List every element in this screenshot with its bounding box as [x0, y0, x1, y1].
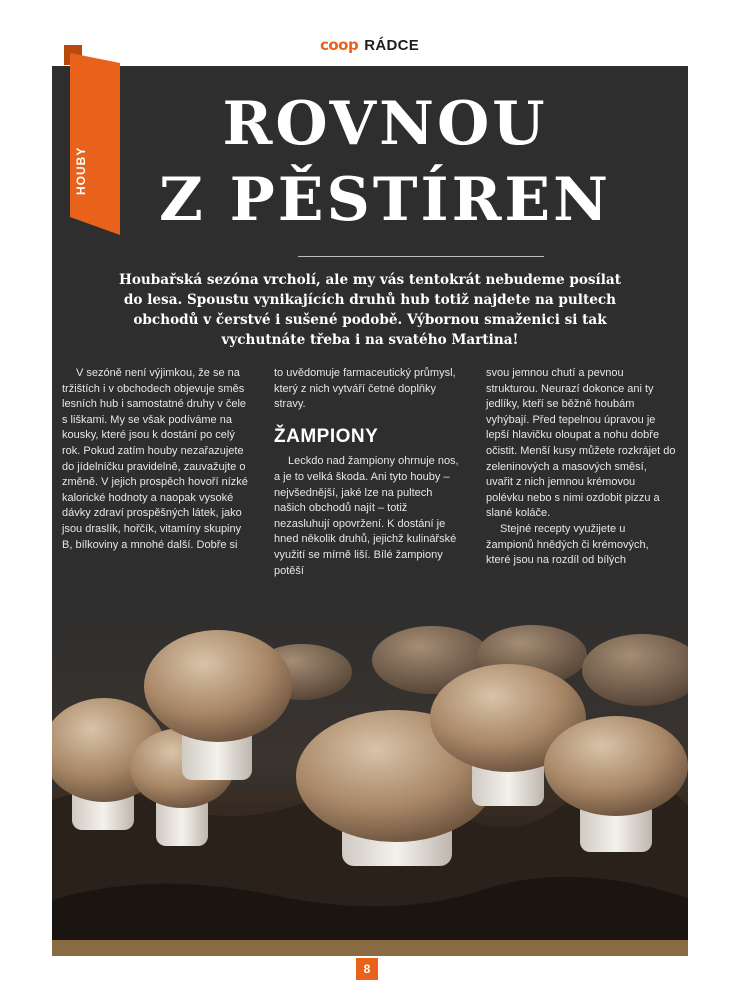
article-lead: Houbařská sezóna vrcholí, ale my vás tentokrát nebudeme posílat do lesa. Spoustu vynikajících druhů hub totiž najdete na pultech obchodů v čerstvé i sušené podobě. Výbornou smaženici si tak vychutnáte třeba i na svatého Martina!: [119, 272, 621, 348]
section-title: RÁDCE: [364, 36, 420, 54]
category-tag-label: HOUBY: [74, 146, 88, 195]
body-column-1: [62, 366, 252, 553]
article-title: [52, 86, 688, 238]
mushroom-illustration: [52, 600, 688, 956]
body-column-2: [274, 366, 464, 579]
page-number: 8: [356, 958, 378, 980]
coop-logo: coop: [319, 36, 359, 54]
mushroom-photo: [52, 600, 688, 956]
article-title-line-2: Z PĚSTÍREN: [158, 165, 612, 235]
tag-ribbon-shape: [60, 45, 124, 235]
body-column-3: [486, 366, 676, 569]
article-body: [62, 366, 680, 586]
category-tag: [60, 45, 124, 235]
body-paragraph: svou jemnou chutí a pevnou strukturou. Neurazí dokonce ani ty jedlíky, kteří se běžně houbám vyhýbají. Před tepelnou úpravou je lepší hlavičku oloupat a nohu dobře očistit. Menší kusy můžete rozkrájet do zeleninových a masových směsí, uvařit z nich jemnou krémovou polévku nebo s nimi ozdobit pizzu a slané koláče.: [486, 367, 676, 520]
body-paragraph: Stejné recepty využijete u žampionů hnědých či krémových, které jsou na rozdíl od bílých: [486, 522, 649, 567]
article-title-line-1: ROVNOU: [222, 89, 548, 159]
subheading: ŽAMPIONY: [274, 425, 379, 447]
title-divider: [298, 256, 544, 257]
body-paragraph: V sezóně není výjimkou, že se na tržištích i v obchodech objevuje směs lesních hub i samostatné druhy v čele s liškami. My se však podíváme na kousky, které jsou k dostání po celý rok. Pokud zatím houby nezařazujete do jídelníčku pravidelně, zauvažujte o změně. V jejich prospěch hovoří nízké kalorické hodnoty a naopak vysoké dávky zdraví prospěšných látek, jako jsou draslík, hořčík, vitamíny skupiny B, bílkoviny a mnohé další. Dobře si: [62, 367, 248, 551]
body-paragraph: to uvědomuje farmaceutický průmysl, který z nich vytváří četné doplňky stravy.: [274, 367, 456, 411]
body-paragraph: Leckdo nad žampiony ohrnuje nos, a je to velká škoda. Ani tyto houby – nejvšednější, jaké lze na pultech našich obchodů najít – totiž nezasluhují opovržení. K dostání je hned několik druhů, jejichž kulinářské využití se mírně liší. Bílé žampiony potěší: [274, 455, 459, 577]
